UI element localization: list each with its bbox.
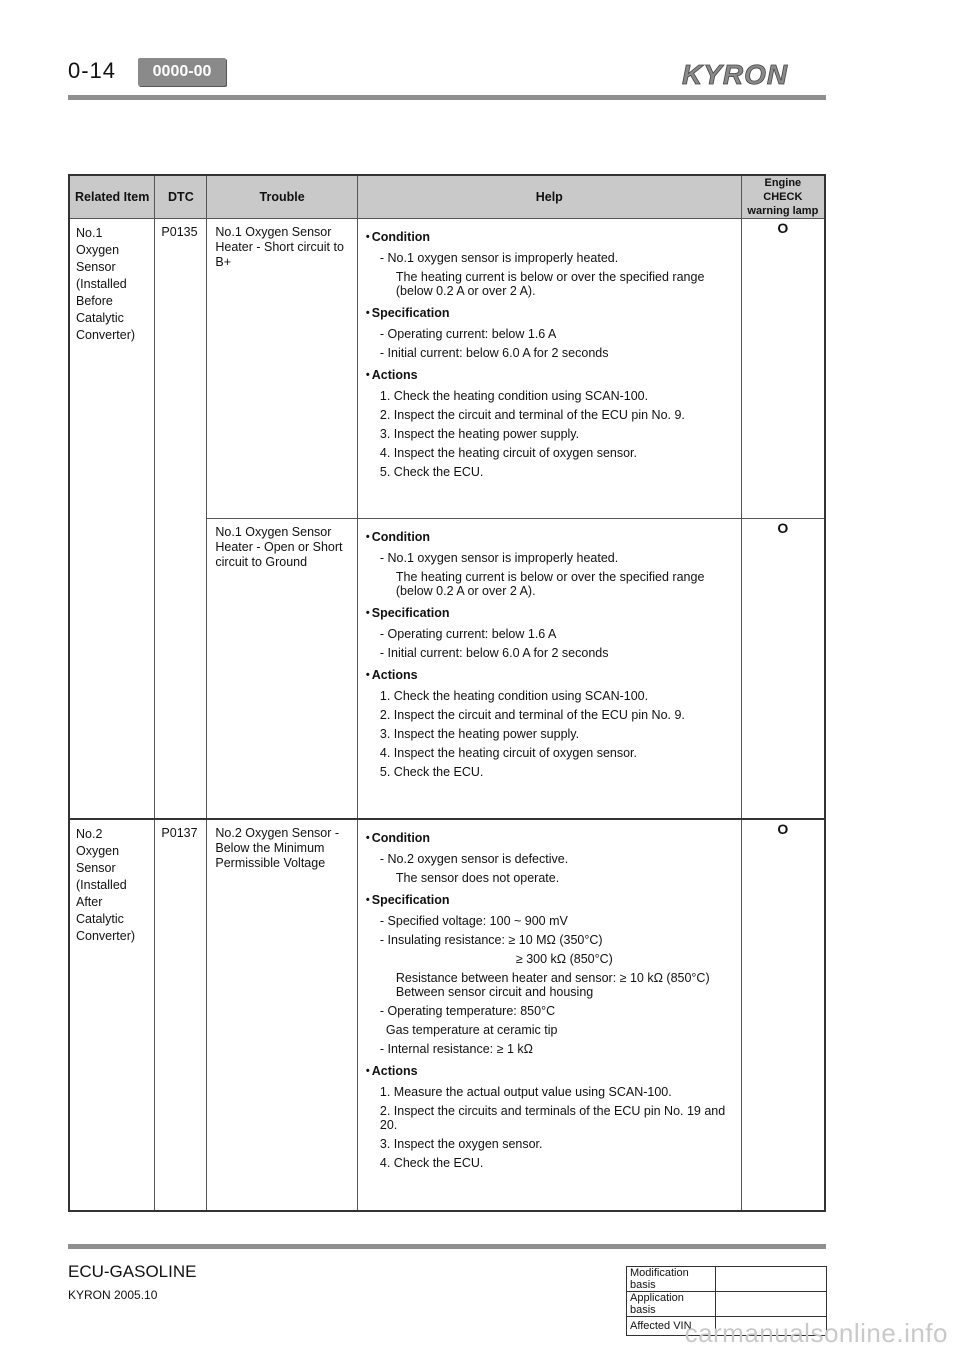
warning-lamp-cell: O [741, 219, 825, 519]
related-item-cell: No.2 Oxygen Sensor (Installed After Catalytic Converter) [69, 819, 155, 1211]
footer-rule [68, 1244, 826, 1249]
help-cell: • Condition - No.1 oxygen sensor is improperly heated. The heating current is below or over the specified range (below 0.2 A or over 2 A). • Specification - Operating current: below 1.6 A - Initial current: below 6.0 A for 2 seconds • Actions 1. Check the heating condition using SCAN-100. 2. Inspect the circuit and terminal of the ECU pin No. 9. 3. Inspect the heating power supply. 4. Inspect the heating circuit of oxygen sensor. 5. Check the ECU. [357, 519, 741, 819]
section-code-badge: 0000-00 [138, 58, 226, 86]
basis-row [627, 1292, 827, 1317]
table-row [69, 819, 825, 1211]
footer-title: ECU-GASOLINE [68, 1262, 197, 1281]
help-cell: • Condition - No.1 oxygen sensor is improperly heated. The heating current is below or over the specified range (below 0.2 A or over 2 A). • Specification - Operating current: below 1.6 A - Initial current: below 6.0 A for 2 seconds • Actions 1. Check the heating condition using SCAN-100. 2. Inspect the circuit and terminal of the ECU pin No. 9. 3. Inspect the heating power supply. 4. Inspect the heating circuit of oxygen sensor. 5. Check the ECU. [357, 219, 741, 519]
section-actions: • Actions [365, 368, 418, 382]
section-condition: • Condition [365, 230, 431, 244]
warning-lamp-cell: O [741, 819, 825, 1211]
section-actions: • Actions [365, 668, 418, 682]
section-condition: • Condition [365, 530, 431, 544]
section-specification: • Specification [365, 306, 450, 320]
help-cell: • Condition - No.2 oxygen sensor is defective. The sensor does not operate. • Specification - Specified voltage: 100 ~ 900 mV - Insulating resistance: ≥ 10 MΩ (350°C) ≥ 300 kΩ (850°C) Resistance between heater and sensor: ≥ 10 kΩ (850°C) Between sensor circuit and housing - Operating temperature: 850°C Gas temperature at ceramic tip - Internal resistance: ≥ 1 kΩ • Actions 1. Measure the actual output value using SCAN-100. 2. Inspect the circuits and terminals of the ECU pin No. 19 and 20. 3. Inspect the oxygen sensor. 4. Check the ECU. [357, 819, 741, 1211]
trouble-cell: No.2 Oxygen Sensor - Below the Minimum Permissible Voltage [207, 819, 358, 1211]
page-number: 0-14 [68, 58, 117, 83]
basis-label: Application basis [627, 1292, 716, 1317]
watermark: carmanualsonline.info [684, 1318, 948, 1348]
basis-value [716, 1292, 827, 1317]
footer-subtitle: KYRON 2005.10 [68, 1288, 158, 1302]
warning-lamp-cell: O [741, 519, 825, 819]
section-specification: • Specification [365, 892, 450, 907]
dtc-code-cell: P0135 [155, 219, 207, 819]
dtc-code-cell: P0137 [155, 819, 207, 1211]
trouble-cell: No.1 Oxygen Sensor Heater - Open or Short circuit to Ground [207, 519, 358, 819]
col-header-dtc: DTC [155, 175, 207, 219]
basis-row [627, 1267, 827, 1292]
svg-text:KYRON: KYRON [682, 59, 789, 90]
col-header-engine-check-lamp: Engine CHECK warning lamp [741, 175, 825, 219]
table-header-row [69, 175, 825, 219]
dtc-table [68, 174, 826, 1212]
kyron-logo [680, 58, 828, 92]
section-condition: • Condition [365, 830, 431, 845]
basis-value [716, 1267, 827, 1292]
col-header-trouble: Trouble [207, 175, 358, 219]
basis-label: Affected VIN [627, 1317, 716, 1336]
col-header-help: Help [357, 175, 741, 219]
basis-label: Modification basis [627, 1267, 716, 1292]
related-item-cell: No.1 Oxygen Sensor (Installed Before Catalytic Converter) [69, 219, 155, 819]
trouble-cell: No.1 Oxygen Sensor Heater - Short circuit to B+ [207, 219, 358, 519]
section-actions: • Actions [365, 1063, 418, 1078]
table-row [69, 219, 825, 519]
col-header-related-item: Related Item [69, 175, 155, 219]
header-rule [68, 95, 826, 100]
section-specification: • Specification [365, 606, 450, 620]
